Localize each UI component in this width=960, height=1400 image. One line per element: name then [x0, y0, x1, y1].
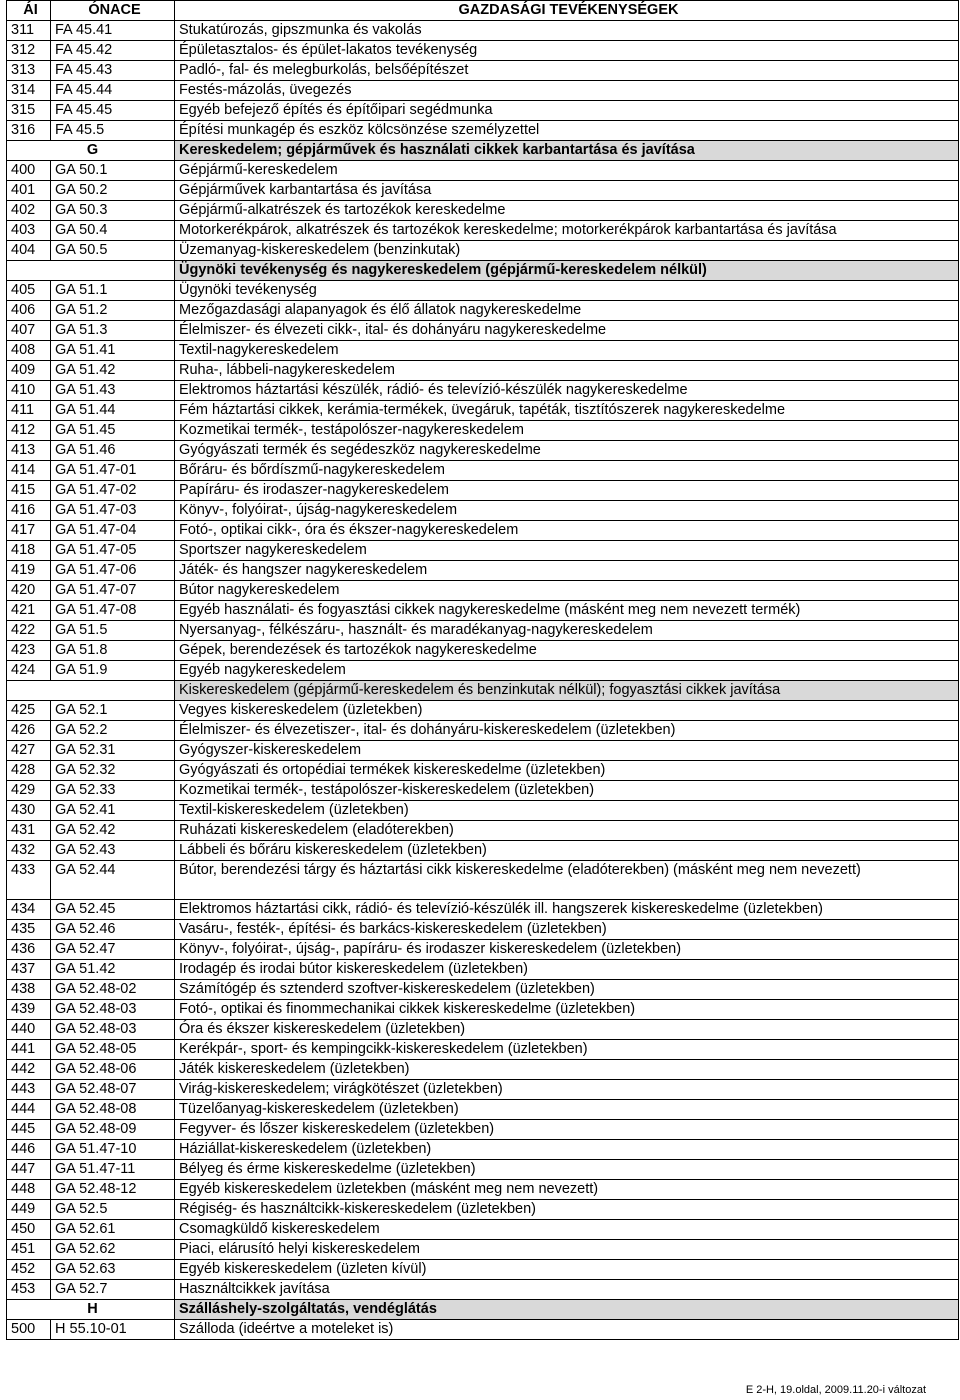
row-ai-number: 408 [7, 341, 51, 361]
table-row [7, 161, 959, 181]
row-ai-number: 443 [7, 1080, 51, 1100]
row-ai-number: 452 [7, 1260, 51, 1280]
row-onace-code: GA 51.47-07 [51, 581, 175, 601]
row-onace-code: GA 50.1 [51, 161, 175, 181]
table-row [7, 801, 959, 821]
row-onace-code: H 55.10-01 [51, 1320, 175, 1340]
row-onace-code: FA 45.44 [51, 81, 175, 101]
row-ai-number: 427 [7, 741, 51, 761]
row-ai-number: 409 [7, 361, 51, 381]
row-ai-number: 314 [7, 81, 51, 101]
row-onace-code: GA 51.43 [51, 381, 175, 401]
row-description: Virág-kiskereskedelem; virágkötészet (üzletekben) [175, 1080, 959, 1100]
row-onace-code: GA 51.47-06 [51, 561, 175, 581]
row-onace-code: GA 51.47-08 [51, 601, 175, 621]
row-description: Gépek, berendezések és tartozékok nagykereskedelme [175, 641, 959, 661]
table-row [7, 461, 959, 481]
row-onace-code: GA 52.2 [51, 721, 175, 741]
row-ai-number: 418 [7, 541, 51, 561]
row-onace-code: GA 52.48-03 [51, 1000, 175, 1020]
row-description: Élelmiszer- és élvezeti cikk-, ital- és dohányáru nagykereskedelme [175, 321, 959, 341]
table-row [7, 101, 959, 121]
row-description: Motorkerékpárok, alkatrészek és tartozékok kereskedelme; motorkerékpárok karbantartása és javítása [175, 221, 959, 241]
row-description: Könyv-, folyóirat-, újság-, papíráru- és irodaszer kiskereskedelem (üzletekben) [175, 940, 959, 960]
table-row [7, 1120, 959, 1140]
row-onace-code: GA 52.47 [51, 940, 175, 960]
row-ai-number: 402 [7, 201, 51, 221]
row-onace-code: GA 51.2 [51, 301, 175, 321]
row-onace-code: GA 51.8 [51, 641, 175, 661]
table-row [7, 661, 959, 681]
table-row [7, 721, 959, 741]
row-description: Sportszer nagykereskedelem [175, 541, 959, 561]
row-description: Kozmetikai termék-, testápolószer-kiskereskedelem (üzletekben) [175, 781, 959, 801]
row-onace-code: GA 51.46 [51, 441, 175, 461]
row-description: Lábbeli és bőráru kiskereskedelem (üzletekben) [175, 841, 959, 861]
row-description: Óra és ékszer kiskereskedelem (üzletekben) [175, 1020, 959, 1040]
table-body [7, 21, 959, 1340]
row-onace-code: GA 51.47-10 [51, 1140, 175, 1160]
row-onace-code: GA 51.3 [51, 321, 175, 341]
row-onace-code: GA 51.45 [51, 421, 175, 441]
table-row [7, 900, 959, 920]
row-onace-code: GA 51.47-01 [51, 461, 175, 481]
row-ai-number: 416 [7, 501, 51, 521]
row-ai-number: 419 [7, 561, 51, 581]
table-row [7, 221, 959, 241]
row-onace-code: FA 45.41 [51, 21, 175, 41]
row-description: Épületasztalos- és épület-lakatos tevékenység [175, 41, 959, 61]
row-description: Elektromos háztartási készülék, rádió- és televízió-készülék nagykereskedelme [175, 381, 959, 401]
row-onace-code: GA 51.47-04 [51, 521, 175, 541]
row-onace-code: GA 52.46 [51, 920, 175, 940]
row-description: Tüzelőanyag-kiskereskedelem (üzletekben) [175, 1100, 959, 1120]
row-description: Régiség- és használtcikk-kiskereskedelem (üzletekben) [175, 1200, 959, 1220]
table-row [7, 1200, 959, 1220]
row-onace-code: GA 52.48-12 [51, 1180, 175, 1200]
row-onace-code: GA 52.48-08 [51, 1100, 175, 1120]
header-onace: ÓNACE [51, 1, 175, 21]
section-title: Kereskedelem; gépjárművek és használati cikkek karbantartása és javítása [175, 141, 959, 161]
row-ai-number: 312 [7, 41, 51, 61]
row-onace-code: GA 52.48-09 [51, 1120, 175, 1140]
section-code [7, 681, 175, 701]
row-ai-number: 431 [7, 821, 51, 841]
row-description: Fegyver- és lőszer kiskereskedelem (üzletekben) [175, 1120, 959, 1140]
row-ai-number: 500 [7, 1320, 51, 1340]
row-description: Padló-, fal- és melegburkolás, belsőépítészet [175, 61, 959, 81]
row-onace-code: GA 52.7 [51, 1280, 175, 1300]
row-onace-code: GA 50.3 [51, 201, 175, 221]
table-row [7, 821, 959, 841]
row-ai-number: 420 [7, 581, 51, 601]
row-onace-code: GA 51.1 [51, 281, 175, 301]
table-row [7, 541, 959, 561]
row-onace-code: GA 52.42 [51, 821, 175, 841]
section-title: Szálláshely-szolgáltatás, vendéglátás [175, 1300, 959, 1320]
row-onace-code: GA 50.5 [51, 241, 175, 261]
row-ai-number: 432 [7, 841, 51, 861]
row-onace-code: GA 52.45 [51, 900, 175, 920]
table-row [7, 1020, 959, 1040]
row-description: Egyéb befejező építés és építőipari segédmunka [175, 101, 959, 121]
row-description: Vasáru-, festék-, építési- és barkács-kiskereskedelem (üzletekben) [175, 920, 959, 940]
row-onace-code: GA 51.41 [51, 341, 175, 361]
table-row [7, 601, 959, 621]
table-row [7, 441, 959, 461]
header-ai: ÁI [7, 1, 51, 21]
row-ai-number: 410 [7, 381, 51, 401]
row-ai-number: 435 [7, 920, 51, 940]
row-ai-number: 316 [7, 121, 51, 141]
row-onace-code: GA 52.31 [51, 741, 175, 761]
row-description: Egyéb használati- és fogyasztási cikkek nagykereskedelme (másként meg nem nevezett termék) [175, 601, 959, 621]
table-row [7, 201, 959, 221]
row-ai-number: 426 [7, 721, 51, 741]
row-description: Stukatúrozás, gipszmunka és vakolás [175, 21, 959, 41]
row-description: Vegyes kiskereskedelem (üzletekben) [175, 701, 959, 721]
row-description: Nyersanyag-, félkészáru-, használt- és maradékanyag-nagykereskedelem [175, 621, 959, 641]
table-row [7, 181, 959, 201]
row-description: Élelmiszer- és élvezetiszer-, ital- és dohányáru-kiskereskedelem (üzletekben) [175, 721, 959, 741]
table-row [7, 61, 959, 81]
row-ai-number: 453 [7, 1280, 51, 1300]
row-ai-number: 446 [7, 1140, 51, 1160]
table-row [7, 1240, 959, 1260]
row-onace-code: GA 51.47-05 [51, 541, 175, 561]
row-onace-code: GA 52.43 [51, 841, 175, 861]
row-ai-number: 315 [7, 101, 51, 121]
row-ai-number: 423 [7, 641, 51, 661]
row-ai-number: 447 [7, 1160, 51, 1180]
row-description: Elektromos háztartási cikk, rádió- és televízió-készülék ill. hangszerek kiskereskedelme (üzletekben) [175, 900, 959, 920]
row-ai-number: 439 [7, 1000, 51, 1020]
section-row [7, 141, 959, 161]
row-description: Kozmetikai termék-, testápolószer-nagykereskedelem [175, 421, 959, 441]
row-ai-number: 403 [7, 221, 51, 241]
section-row [7, 1300, 959, 1320]
row-onace-code: GA 52.48-06 [51, 1060, 175, 1080]
row-onace-code: GA 52.44 [51, 861, 175, 900]
row-description: Piaci, elárusító helyi kiskereskedelem [175, 1240, 959, 1260]
row-description: Bélyeg és érme kiskereskedelme (üzletekben) [175, 1160, 959, 1180]
row-ai-number: 434 [7, 900, 51, 920]
table-row [7, 980, 959, 1000]
row-ai-number: 429 [7, 781, 51, 801]
row-description: Ruházati kiskereskedelem (eladóterekben) [175, 821, 959, 841]
table-row [7, 501, 959, 521]
table-row [7, 1080, 959, 1100]
row-description: Használtcikkek javítása [175, 1280, 959, 1300]
row-ai-number: 450 [7, 1220, 51, 1240]
row-description: Ruha-, lábbeli-nagykereskedelem [175, 361, 959, 381]
row-ai-number: 430 [7, 801, 51, 821]
row-ai-number: 440 [7, 1020, 51, 1040]
table-row [7, 1280, 959, 1300]
row-description: Bútor, berendezési tárgy és háztartási cikk kiskereskedelme (eladóterekben) (másként meg nem nevezett) [175, 861, 959, 900]
table-row [7, 621, 959, 641]
row-description: Bútor nagykereskedelem [175, 581, 959, 601]
row-description: Számítógép és sztenderd szoftver-kiskereskedelem (üzletekben) [175, 980, 959, 1000]
row-onace-code: GA 51.9 [51, 661, 175, 681]
row-description: Üzemanyag-kiskereskedelem (benzinkutak) [175, 241, 959, 261]
row-ai-number: 442 [7, 1060, 51, 1080]
row-description: Ügynöki tevékenység [175, 281, 959, 301]
table-row [7, 341, 959, 361]
table-row [7, 1160, 959, 1180]
row-onace-code: FA 45.42 [51, 41, 175, 61]
row-onace-code: GA 52.62 [51, 1240, 175, 1260]
section-title: Kiskereskedelem (gépjármű-kereskedelem és benzinkutak nélkül); fogyasztási cikkek javítása [175, 681, 959, 701]
row-onace-code: GA 52.41 [51, 801, 175, 821]
row-description: Építési munkagép és eszköz kölcsönzése személyzettel [175, 121, 959, 141]
row-onace-code: GA 52.48-05 [51, 1040, 175, 1060]
row-description: Egyéb kiskereskedelem üzletekben (másként meg nem nevezett) [175, 1180, 959, 1200]
row-onace-code: GA 51.47-02 [51, 481, 175, 501]
row-ai-number: 415 [7, 481, 51, 501]
table-row [7, 781, 959, 801]
row-onace-code: GA 51.42 [51, 960, 175, 980]
row-description: Kerékpár-, sport- és kempingcikk-kiskereskedelem (üzletekben) [175, 1040, 959, 1060]
table-row [7, 1140, 959, 1160]
row-ai-number: 407 [7, 321, 51, 341]
row-ai-number: 441 [7, 1040, 51, 1060]
row-onace-code: FA 45.43 [51, 61, 175, 81]
row-description: Textil-nagykereskedelem [175, 341, 959, 361]
row-ai-number: 421 [7, 601, 51, 621]
table-row [7, 920, 959, 940]
table-row [7, 761, 959, 781]
row-description: Játék kiskereskedelem (üzletekben) [175, 1060, 959, 1080]
row-ai-number: 412 [7, 421, 51, 441]
table-row [7, 581, 959, 601]
row-ai-number: 444 [7, 1100, 51, 1120]
section-title: Ügynöki tevékenység és nagykereskedelem (gépjármű-kereskedelem nélkül) [175, 261, 959, 281]
row-ai-number: 401 [7, 181, 51, 201]
table-row [7, 940, 959, 960]
row-onace-code: GA 52.48-07 [51, 1080, 175, 1100]
row-description: Könyv-, folyóirat-, újság-nagykereskedelem [175, 501, 959, 521]
row-ai-number: 414 [7, 461, 51, 481]
row-description: Egyéb kiskereskedelem (üzleten kívül) [175, 1260, 959, 1280]
row-onace-code: GA 51.5 [51, 621, 175, 641]
table-row [7, 301, 959, 321]
row-onace-code: GA 51.47-11 [51, 1160, 175, 1180]
row-description: Fotó-, optikai cikk-, óra és ékszer-nagykereskedelem [175, 521, 959, 541]
row-description: Irodagép és irodai bútor kiskereskedelem (üzletekben) [175, 960, 959, 980]
row-description: Festés-mázolás, üvegezés [175, 81, 959, 101]
table-row [7, 1000, 959, 1020]
row-onace-code: FA 45.5 [51, 121, 175, 141]
row-onace-code: GA 52.33 [51, 781, 175, 801]
row-onace-code: GA 50.2 [51, 181, 175, 201]
section-code [7, 261, 175, 281]
table-row [7, 701, 959, 721]
row-ai-number: 413 [7, 441, 51, 461]
table-header-row [7, 1, 959, 21]
table-row [7, 861, 959, 900]
row-description: Gyógyászati és ortopédiai termékek kiskereskedelme (üzletekben) [175, 761, 959, 781]
row-ai-number: 422 [7, 621, 51, 641]
row-onace-code: GA 51.44 [51, 401, 175, 421]
row-ai-number: 428 [7, 761, 51, 781]
table-row [7, 1320, 959, 1340]
table-row [7, 381, 959, 401]
row-ai-number: 400 [7, 161, 51, 181]
table-row [7, 241, 959, 261]
row-description: Mezőgazdasági alapanyagok és élő állatok nagykereskedelme [175, 301, 959, 321]
table-row [7, 561, 959, 581]
row-ai-number: 445 [7, 1120, 51, 1140]
row-onace-code: GA 51.42 [51, 361, 175, 381]
row-description: Gépjármű-kereskedelem [175, 161, 959, 181]
row-description: Gyógyászati termék és segédeszköz nagykereskedelme [175, 441, 959, 461]
table-row [7, 960, 959, 980]
row-ai-number: 404 [7, 241, 51, 261]
table-row [7, 1060, 959, 1080]
row-description: Papíráru- és irodaszer-nagykereskedelem [175, 481, 959, 501]
row-ai-number: 437 [7, 960, 51, 980]
row-ai-number: 406 [7, 301, 51, 321]
table-row [7, 121, 959, 141]
row-onace-code: GA 51.47-03 [51, 501, 175, 521]
table-row [7, 741, 959, 761]
row-ai-number: 424 [7, 661, 51, 681]
row-description: Fotó-, optikai és finommechanikai cikkek kiskereskedelme (üzletekben) [175, 1000, 959, 1020]
row-description: Gépjárművek karbantartása és javítása [175, 181, 959, 201]
row-ai-number: 438 [7, 980, 51, 1000]
row-onace-code: GA 52.61 [51, 1220, 175, 1240]
row-description: Egyéb nagykereskedelem [175, 661, 959, 681]
table-row [7, 1040, 959, 1060]
table-row [7, 481, 959, 501]
row-onace-code: FA 45.45 [51, 101, 175, 121]
section-code: G [7, 141, 175, 161]
page-footer: E 2-H, 19.oldal, 2009.11.20-i változat [745, 1384, 926, 1396]
table-row [7, 841, 959, 861]
table-row [7, 361, 959, 381]
activity-code-table [6, 0, 959, 1340]
table-row [7, 281, 959, 301]
row-description: Gyógyszer-kiskereskedelem [175, 741, 959, 761]
row-ai-number: 311 [7, 21, 51, 41]
row-onace-code: GA 52.32 [51, 761, 175, 781]
row-ai-number: 451 [7, 1240, 51, 1260]
row-ai-number: 417 [7, 521, 51, 541]
table-row [7, 81, 959, 101]
header-activities: GAZDASÁGI TEVÉKENYSÉGEK [175, 1, 959, 21]
row-description: Textil-kiskereskedelem (üzletekben) [175, 801, 959, 821]
row-description: Játék- és hangszer nagykereskedelem [175, 561, 959, 581]
row-ai-number: 448 [7, 1180, 51, 1200]
table-row [7, 1260, 959, 1280]
row-ai-number: 436 [7, 940, 51, 960]
row-ai-number: 313 [7, 61, 51, 81]
table-row [7, 421, 959, 441]
section-row [7, 681, 959, 701]
table-row [7, 41, 959, 61]
table-row [7, 321, 959, 341]
row-description: Fém háztartási cikkek, kerámia-termékek, üvegáruk, tapéták, tisztítószerek nagykereskedelme [175, 401, 959, 421]
row-onace-code: GA 52.1 [51, 701, 175, 721]
row-ai-number: 411 [7, 401, 51, 421]
table-row [7, 1100, 959, 1120]
table-row [7, 1180, 959, 1200]
row-description: Bőráru- és bőrdíszmű-nagykereskedelem [175, 461, 959, 481]
section-row [7, 261, 959, 281]
table-row [7, 641, 959, 661]
row-ai-number: 405 [7, 281, 51, 301]
row-description: Háziállat-kiskereskedelem (üzletekben) [175, 1140, 959, 1160]
table-row [7, 21, 959, 41]
table-row [7, 401, 959, 421]
table-row [7, 521, 959, 541]
row-ai-number: 425 [7, 701, 51, 721]
row-ai-number: 433 [7, 861, 51, 900]
section-code: H [7, 1300, 175, 1320]
row-description: Gépjármű-alkatrészek és tartozékok kereskedelme [175, 201, 959, 221]
row-onace-code: GA 52.48-03 [51, 1020, 175, 1040]
row-onace-code: GA 52.48-02 [51, 980, 175, 1000]
row-onace-code: GA 52.63 [51, 1260, 175, 1280]
row-onace-code: GA 52.5 [51, 1200, 175, 1220]
row-ai-number: 449 [7, 1200, 51, 1220]
row-description: Csomagküldő kiskereskedelem [175, 1220, 959, 1240]
row-onace-code: GA 50.4 [51, 221, 175, 241]
table-row [7, 1220, 959, 1240]
row-description: Szálloda (ideértve a moteleket is) [175, 1320, 959, 1340]
